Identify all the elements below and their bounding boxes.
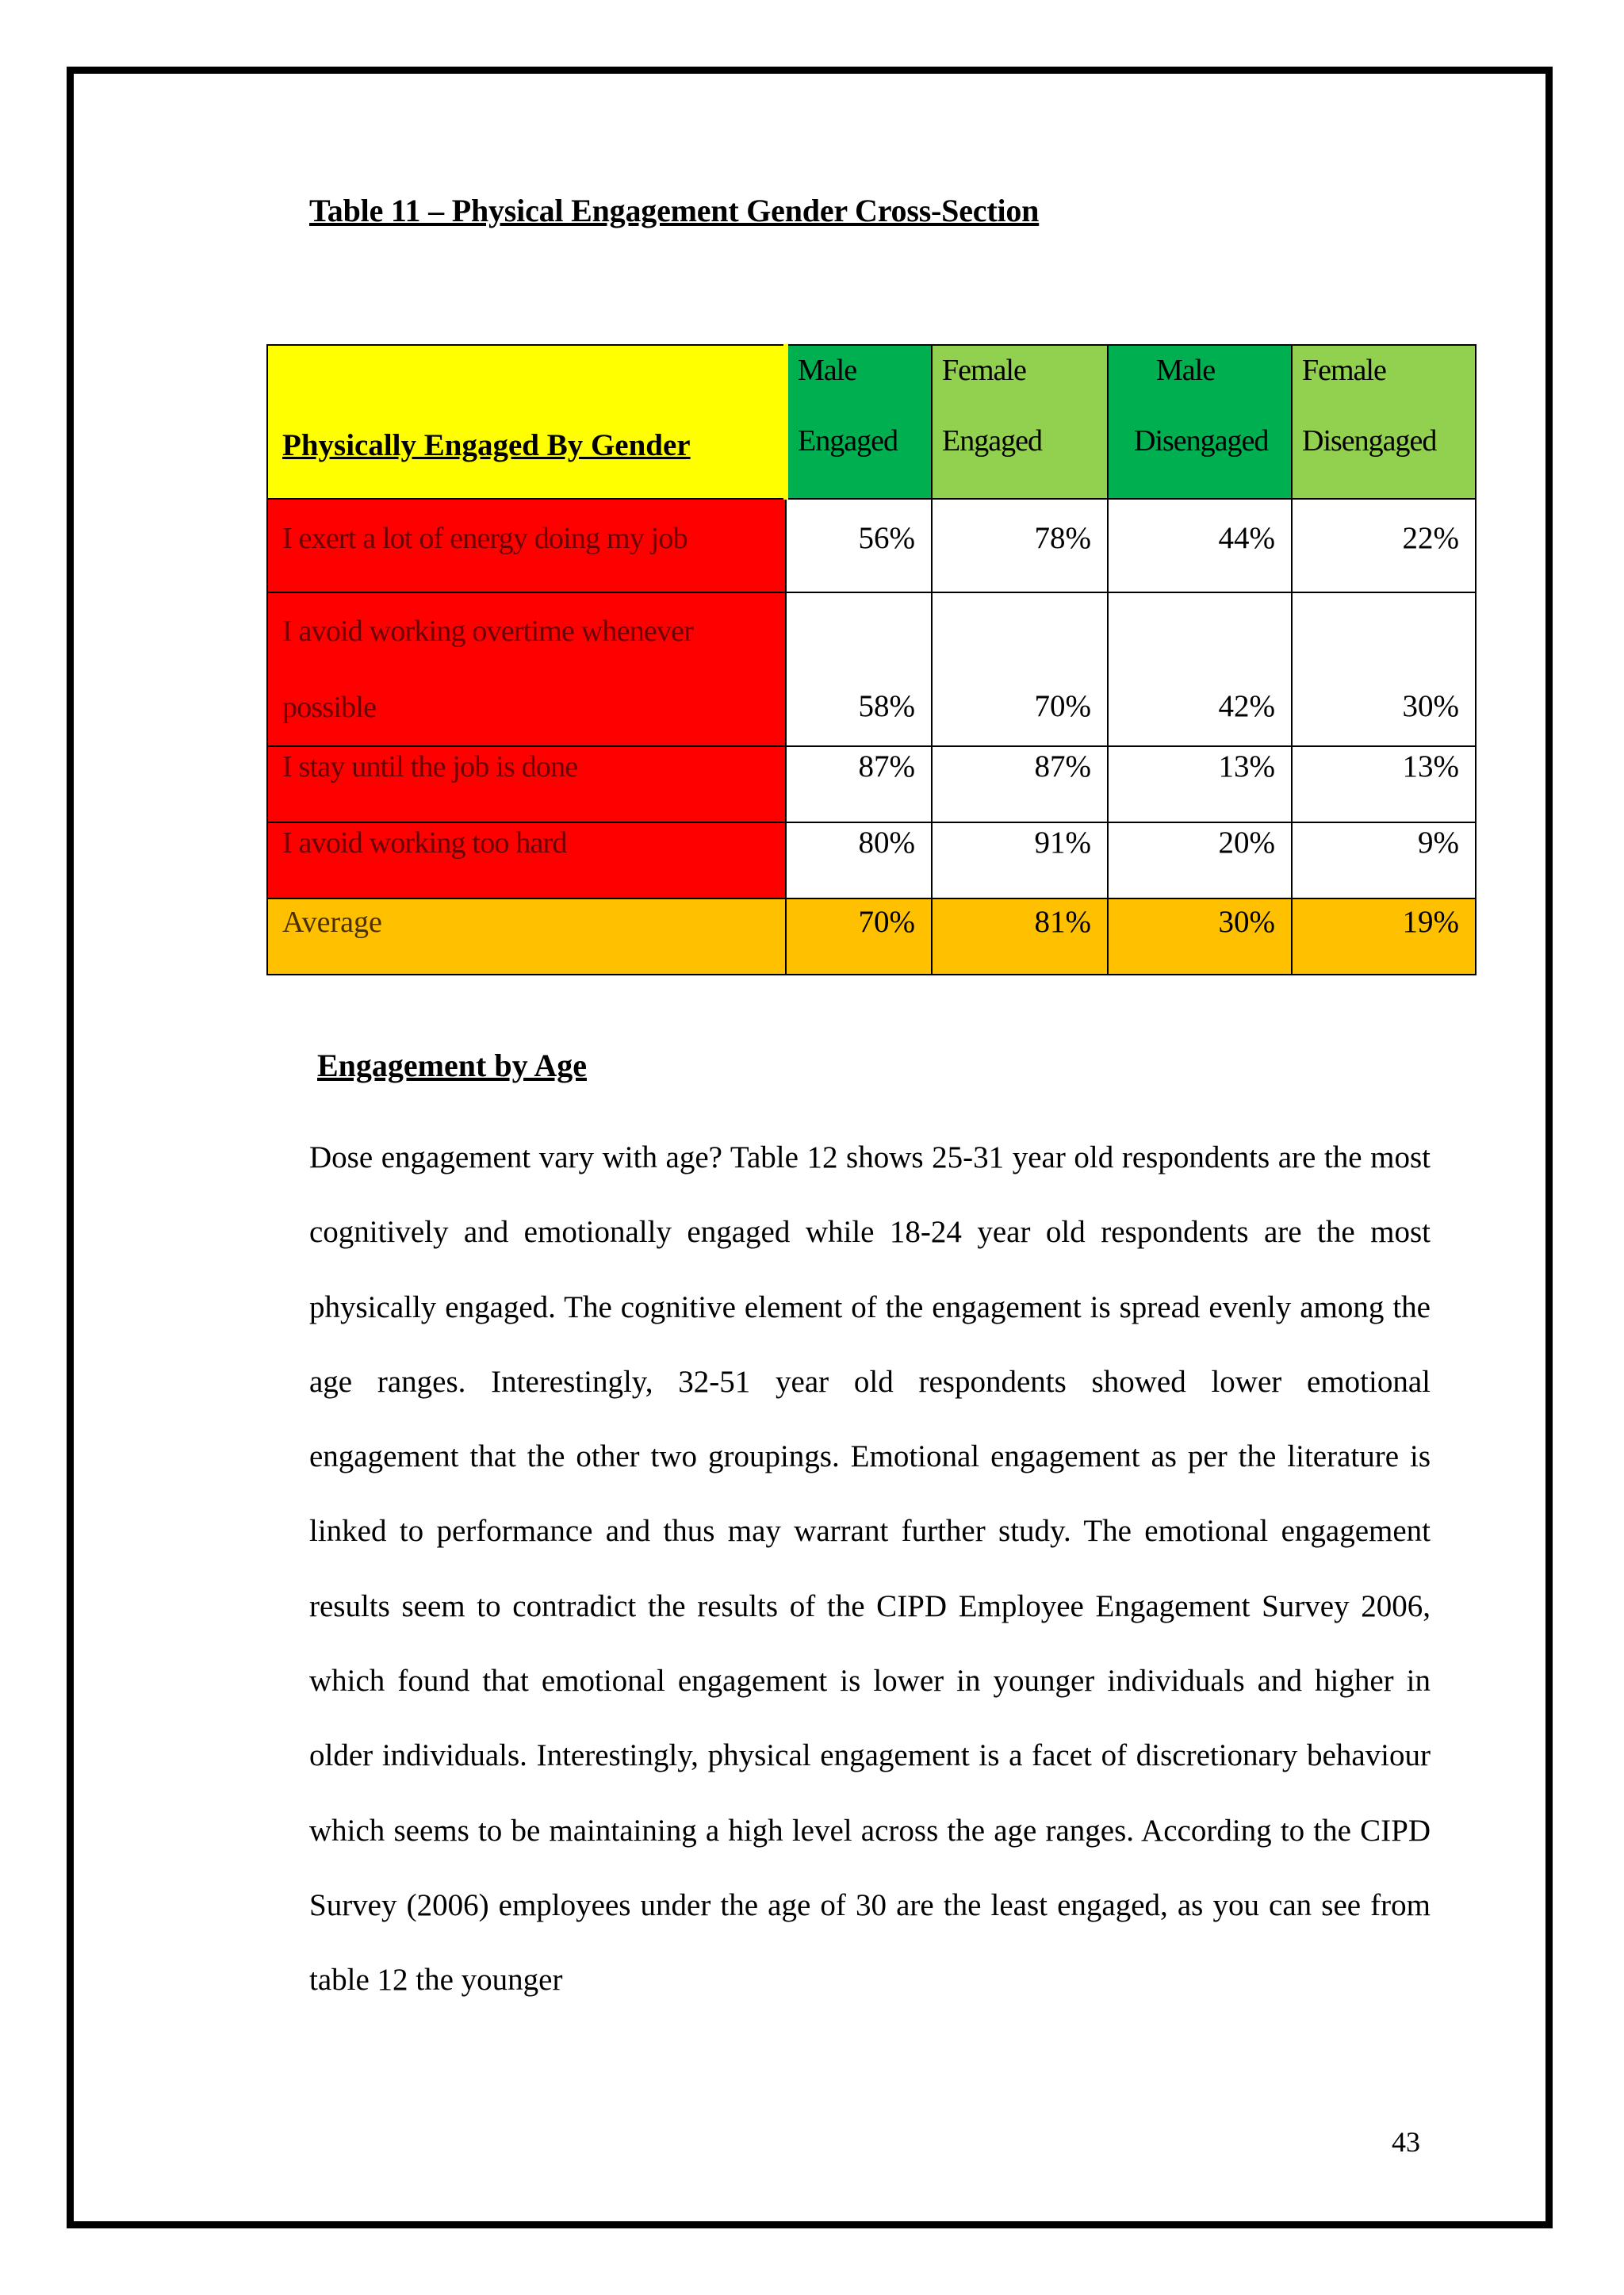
table-header-row [267,345,1476,499]
cell-male-engaged: 80% [786,822,932,898]
cell-female-engaged: 70% [932,592,1108,746]
average-male-engaged: 70% [786,898,932,975]
row-label: I stay until the job is done [267,746,786,822]
table-row [267,746,1476,822]
header-line1: Male [1156,354,1216,387]
cell-male-engaged: 58% [786,592,932,746]
cell-female-engaged: 78% [932,499,1108,592]
header-line1: Female [942,354,1026,387]
table-average-row [267,898,1476,975]
header-line1: Male [798,354,857,387]
cell-female-engaged: 91% [932,822,1108,898]
cell-male-disengaged: 42% [1108,592,1292,746]
header-line2: Disengaged [1302,424,1437,458]
table-row [267,592,1476,746]
header-female-engaged [932,345,1108,499]
row-label: I avoid working overtime whenever possible [267,592,786,746]
row-label: I avoid working too hard [267,822,786,898]
cell-male-disengaged: 44% [1108,499,1292,592]
header-line1: Female [1302,354,1386,387]
body-paragraph: Dose engagement vary with age? Table 12 shows 25-31 year old respondents are the most cognitively and emotionally engaged while 18-24 year old respondents are the most physically engaged. The cognitive element of the engagement is spread evenly among the age ranges. Interestingly, 32-51 year old respondents showed lower emotional engagement that the other two groupings. Emotional engagement as per the literature is linked to performance and thus may warrant further study. The emotional engagement results seem to contradict the results of the CIPD Employee Engagement Survey 2006, which found that emotional engagement is lower in younger individuals and higher in older individuals. Interestingly, physical engagement is a facet of discretionary behaviour which seems to be maintaining a high level across the age ranges. According to the CIPD Survey (2006) employees under the age of 30 are the least engaged, as you can see from table 12 the younger [309,1140,1431,1998]
cell-male-disengaged: 13% [1108,746,1292,822]
header-line2: Disengaged [1134,424,1269,458]
header-female-disengaged [1292,345,1476,499]
page-number: 43 [1392,2126,1420,2158]
header-label-cell: Physically Engaged By Gender [267,345,786,499]
average-label: Average [267,898,786,975]
cell-male-engaged: 87% [786,746,932,822]
header-male-disengaged [1108,345,1292,499]
engagement-gender-table [266,344,1477,975]
table-title: Table 11 – Physical Engagement Gender Cross-Section [309,193,1040,228]
average-male-disengaged: 30% [1108,898,1292,975]
average-female-disengaged: 19% [1292,898,1476,975]
row-label: I exert a lot of energy doing my job [267,499,786,592]
cell-male-engaged: 56% [786,499,932,592]
cell-female-disengaged: 13% [1292,746,1476,822]
cell-female-engaged: 87% [932,746,1108,822]
cell-female-disengaged: 22% [1292,499,1476,592]
cell-male-disengaged: 20% [1108,822,1292,898]
section-heading: Engagement by Age [317,1048,587,1083]
header-line2: Engaged [798,424,898,458]
average-female-engaged: 81% [932,898,1108,975]
table-row [267,499,1476,592]
cell-female-disengaged: 30% [1292,592,1476,746]
header-line2: Engaged [942,424,1042,458]
table-row [267,822,1476,898]
cell-female-disengaged: 9% [1292,822,1476,898]
header-male-engaged [786,345,932,499]
